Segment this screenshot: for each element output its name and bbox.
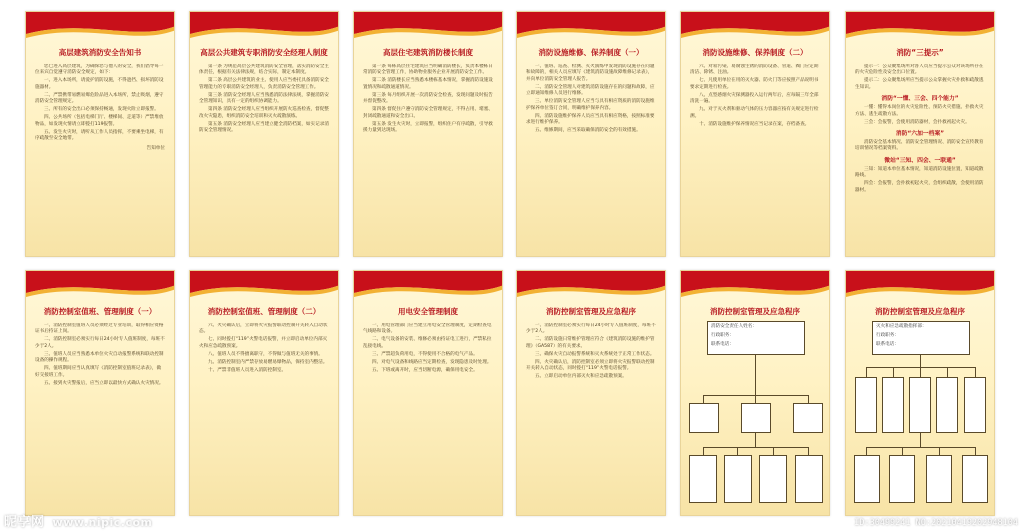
section-heading: 消防“一懂、三会、四个能力” bbox=[881, 96, 959, 103]
flow-connector bbox=[773, 447, 774, 455]
paragraph: 一懂：懂得本岗位的火灾危险性、预防火灾措施、扑救火灾方法、逃生疏散方法。 bbox=[855, 105, 984, 117]
flow-label: 消防安全责任人姓名： bbox=[711, 324, 757, 329]
flow-box bbox=[741, 403, 771, 433]
flow-connector bbox=[703, 447, 809, 448]
flow-box bbox=[909, 377, 931, 433]
panel-12-flowchart bbox=[845, 270, 995, 516]
panel-body bbox=[199, 323, 329, 505]
paragraph: 十、严禁非值班人员进入消防控制室。 bbox=[208, 367, 287, 373]
paragraph: 消防安全基本情况、消防安全管理情况、消防安全宣传教育培训情况等档案资料。 bbox=[855, 140, 984, 152]
paragraph: 三会：会报警，会使用消防器材，会扑救初起火灾。 bbox=[864, 119, 970, 125]
panel-body bbox=[855, 64, 985, 246]
panel-body bbox=[526, 323, 656, 505]
paragraph: 二、严禁携带易燃易爆危险品进入本场所，禁止吸烟，遵守消防安全管理规定。 bbox=[35, 92, 164, 105]
flow-connector bbox=[893, 367, 894, 377]
header-wave bbox=[517, 12, 666, 46]
panel-title: 用电安全管理制度 bbox=[398, 307, 458, 316]
header-wave bbox=[190, 271, 339, 305]
paragraph: 二、消防安全管理人对建筑消防设施存在的问题和故障，应立即通知维修人员进行维修。 bbox=[526, 84, 655, 97]
paragraph: 第一条 每栋高层住宅建筑应当明确消防楼长，负责本楼栋日常消防安全管理工作，协助物业服务企业开展消防安全工作。 bbox=[363, 64, 493, 76]
paragraph: 三、所有的安全出口必须保持畅通，发现火险立即报警。 bbox=[44, 107, 159, 113]
flow-box bbox=[689, 455, 717, 503]
flow-connector bbox=[755, 355, 756, 395]
section-heading: 微站“三知、四会、一联通” bbox=[884, 157, 956, 164]
panel-title: 高层住宅建筑消防楼长制度 bbox=[383, 48, 473, 57]
paragraph: 您已进入高层建筑，为确保您与他人的安全，我们倡导每一位来宾自觉遵守消防安全规定，如下： bbox=[35, 64, 164, 76]
flow-box bbox=[854, 455, 880, 503]
paragraph: 五、接到火灾警报后，应当立即以最快方式确认火灾情况。 bbox=[44, 380, 164, 386]
flow-box bbox=[689, 403, 719, 433]
flow-connector bbox=[947, 367, 948, 377]
header-wave bbox=[517, 271, 666, 305]
panel-1 bbox=[25, 11, 175, 257]
panel-6 bbox=[845, 11, 995, 257]
watermark-brand: 昵享网 bbox=[4, 515, 45, 530]
panel-title: 消防设施维修、保养制度（二） bbox=[702, 48, 808, 57]
flow-box bbox=[793, 403, 823, 433]
paragraph: 九、消防控制室内严禁存放易燃易爆物品，保持室内整洁。 bbox=[208, 359, 328, 365]
panel-body bbox=[363, 64, 493, 246]
watermark-id: ID:30499241 NO:20210419202948104 bbox=[854, 518, 1018, 528]
header-wave bbox=[681, 271, 830, 305]
panel-body bbox=[526, 64, 656, 246]
paragraph: 七、同时拨打“119”火警电话报警，并立即启动单位内部灭火和应急疏散预案。 bbox=[199, 337, 328, 349]
panel-title: 高层公共建筑专职消防安全经理人制度 bbox=[200, 48, 328, 57]
paragraph: 第三条 每月组织开展一次消防安全检查，发现问题及时报告并督促整改。 bbox=[363, 92, 493, 105]
flow-connector bbox=[866, 367, 867, 377]
header-wave bbox=[354, 271, 503, 305]
signature: 告知单位 bbox=[146, 146, 165, 152]
paragraph: 一、消防控制室必须实行每日24小时专人值班制度，每班不少于2人。 bbox=[526, 323, 656, 335]
flow-connector bbox=[866, 367, 976, 368]
paragraph: 七、凡使用单位在用的灭火器、防火门等应按照产品说明书要求定期进行检查。 bbox=[690, 78, 819, 90]
paragraph: 第一条 为规范高层公共建筑消防安全管理，落实消防安全主体责任，根据有关法律法规，结合实际，制定本制度。 bbox=[199, 64, 329, 76]
flow-connector bbox=[975, 447, 976, 455]
watermark-url: www.nipic.com bbox=[52, 516, 153, 529]
paragraph: 第四条 消防安全经理人应当组织开展防火巡查检查，督促整改火灾隐患，组织消防安全培训和灭火疏散演练。 bbox=[199, 107, 329, 119]
flow-connector bbox=[920, 367, 921, 377]
flow-connector bbox=[755, 395, 756, 403]
panel-title: 消防控制室管理及应急程序 bbox=[710, 307, 800, 316]
paragraph: 二、电气设备的安装、维修必须由持证电工进行，严禁私拉乱接电线。 bbox=[363, 337, 492, 349]
paragraph: 四、火灾确认后，消防控制室必须立即将火灾报警联动控制开关转入自动状态，同时拨打“119”火警电话报警。 bbox=[526, 359, 655, 372]
paragraph: 四会：会报警，会扑救初起火灾，会组织疏散，会使用消防器材。 bbox=[855, 181, 984, 193]
paragraph: 十、消防设施维护保养情况应当记录在案，存档备查。 bbox=[699, 121, 810, 127]
paragraph: 八、值班人员不得擅离职守，不得做与值班无关的事情。 bbox=[208, 351, 323, 357]
panel-title: 高层建筑消防安全告知书 bbox=[58, 48, 142, 57]
flow-label: 联系电话： bbox=[711, 342, 734, 347]
flow-connector bbox=[920, 433, 921, 447]
paragraph: 三、严禁超负荷用电，不得使用不合格的电气产品。 bbox=[372, 351, 478, 357]
panel-title: 消防设施维修、保养制度（一） bbox=[538, 48, 644, 57]
flow-box bbox=[962, 455, 988, 503]
flow-box bbox=[724, 455, 752, 503]
header-wave bbox=[846, 12, 995, 46]
flow-connector bbox=[703, 447, 704, 455]
header-wave bbox=[846, 271, 995, 305]
paragraph: 四、值班期间应当认真填写《消防控制室值班记录表》，做好交接班工作。 bbox=[35, 366, 162, 378]
paragraph: 四、公共场所（包括电梯门厅、楼梯间、走道等）严禁堆放物品，如发现火情请立即拨打119报警。 bbox=[35, 115, 164, 127]
paragraph: 三知：知道本单位基本情况，知道消防设施位置，知道疏散路线。 bbox=[855, 166, 984, 179]
paragraph: 五、立即启动单位内部灭火和应急疏散预案。 bbox=[535, 374, 627, 380]
paragraph: 三、值班人员应当熟悉本单位火灾自动报警系统和联动控制设备的操作规程。 bbox=[35, 351, 164, 364]
paragraph: 第四条 督促住户遵守消防安全管理规定，不得占用、堵塞、封闭疏散通道和安全出口。 bbox=[363, 107, 493, 119]
paragraph: 一、进入本场所，请爱护消防设施，不得遮挡、损坏消防设施器材。 bbox=[35, 78, 164, 90]
panel-3 bbox=[353, 11, 503, 257]
panel-11-flowchart bbox=[680, 270, 830, 516]
panel-10 bbox=[516, 270, 666, 516]
panel-title: 消防控制室值班、管理制度（二） bbox=[207, 307, 321, 316]
paragraph: 第二条 消防楼长应当熟悉本楼栋基本情况，掌握消防设施设置情况和疏散通道情况。 bbox=[363, 78, 493, 90]
paragraph: 六、火灾确认后，立即将火灾报警联动控制开关转入自动状态。 bbox=[199, 323, 328, 335]
watermark-logo bbox=[4, 511, 153, 530]
panel-7 bbox=[25, 270, 175, 516]
flow-box bbox=[964, 377, 986, 433]
flow-box bbox=[882, 377, 904, 433]
paragraph: 五、发生火灾时，请听从工作人员指挥，不要乘坐电梯，有序疏散至安全地带。 bbox=[35, 129, 164, 142]
paragraph: 三、单位消防安全管理人应当与具有相应资质的消防设施维护保养单位签订合同，明确维护保养内容。 bbox=[526, 99, 655, 111]
paragraph: 提示二：公众聚集场所应当提示公众掌握火灾扑救和疏散逃生知识。 bbox=[855, 78, 984, 90]
flow-connector bbox=[866, 447, 867, 455]
panel-body bbox=[35, 64, 165, 246]
panel-2 bbox=[189, 11, 339, 257]
panel-9 bbox=[353, 270, 503, 516]
panel-body bbox=[690, 64, 820, 246]
flow-connector bbox=[703, 395, 704, 403]
flow-label: 行政职务： bbox=[876, 333, 899, 338]
paragraph: 一、值班、巡查、检测、灭火演练中发现消防设施存在问题和故障的，相关人员应填写《建筑消防设施故障维修记录表》，并向单位消防安全管理人报告。 bbox=[526, 64, 655, 82]
flow-connector bbox=[755, 433, 756, 447]
panel-body bbox=[35, 323, 165, 505]
flow-box bbox=[936, 377, 958, 433]
flow-connector bbox=[737, 447, 738, 455]
flow-connector bbox=[939, 447, 940, 455]
paragraph: 一、用电管理部门应当建立用电安全管理制度，定期检查电气线路和设备。 bbox=[363, 323, 492, 335]
paragraph: 六、对易污染、易腐蚀生锈的消防设备、管道、阀门应定期清洁、除锈、注油。 bbox=[690, 64, 819, 76]
paragraph: 二、消防控制室必须实行每日24小时专人值班制度，每班不少于2人。 bbox=[35, 337, 165, 349]
paragraph: 第三条 消防安全经理人应当熟悉消防法律法规，掌握消防安全管理知识，具有一定的组织协调能力。 bbox=[199, 92, 329, 105]
flow-box bbox=[926, 455, 952, 503]
flow-label: 灭火和应急疏散指挥部： bbox=[876, 324, 927, 329]
flow-connector bbox=[808, 447, 809, 455]
paragraph: 四、消防设施维护保养人员应当具有相应资格，按照标准要求进行维护保养。 bbox=[526, 113, 655, 126]
paragraph: 第五条 发生火灾时，立即报警，组织住户有序疏散，引导救援力量到达现场。 bbox=[363, 121, 493, 134]
flow-connector bbox=[808, 395, 809, 403]
paragraph: 五、维修期间，应当采取确保消防安全的有效措施。 bbox=[535, 128, 641, 134]
paragraph: 四、对电气设备和线路应当定期检查，发现隐患及时处理。 bbox=[372, 359, 492, 365]
section-heading: 消防“六加一档案” bbox=[895, 131, 945, 138]
header-wave bbox=[26, 12, 175, 46]
paragraph: 二、消防设施日常维护管理应符合《建筑消防设施的维护管理》（GA587）的有关要求。 bbox=[526, 337, 655, 349]
panel-5 bbox=[680, 11, 830, 257]
paragraph: 提示一：公众聚集场所对客人员应当提示公众对该场所存在的火灾危险性及安全出口位置。 bbox=[855, 64, 984, 76]
flow-label: 行政职务： bbox=[711, 333, 734, 338]
panel-title: 消防控制室管理及应急程序 bbox=[875, 307, 965, 316]
paragraph: 一、消防控制室值班人员必须经过专业培训，取得相应资格证书后持证上岗。 bbox=[35, 323, 164, 335]
flow-box bbox=[889, 455, 915, 503]
flow-connector bbox=[902, 447, 903, 455]
flow-connector bbox=[975, 367, 976, 377]
header-wave bbox=[190, 12, 339, 46]
panel-title: 消防控制室管理及应急程序 bbox=[546, 307, 636, 316]
paragraph: 第五条 消防安全经理人应当建立健全消防档案，如实记录消防安全管理情况。 bbox=[199, 121, 329, 134]
flow-box bbox=[855, 377, 877, 433]
paragraph: 八、点型感烟火灾探测器投入运行两年后，应每隔三年全部清洗一遍。 bbox=[690, 92, 819, 105]
flow-connector bbox=[866, 447, 976, 448]
flow-connector bbox=[703, 395, 809, 396]
paragraph: 五、下班或离开时，应当切断电源，确保用电安全。 bbox=[372, 367, 478, 373]
paragraph: 三、确保火灾自动报警系统和灭火系统处于正常工作状态。 bbox=[535, 351, 655, 357]
flow-connector bbox=[920, 355, 921, 367]
flow-box bbox=[795, 455, 823, 503]
flow-label: 联系电话： bbox=[876, 342, 899, 347]
header-wave bbox=[354, 12, 503, 46]
panel-4 bbox=[516, 11, 666, 257]
panel-8 bbox=[189, 270, 339, 516]
paragraph: 第二条 高层公共建筑的业主、使用人应当委托具备消防安全管理能力的专职消防安全经理人，负责消防安全管理工作。 bbox=[199, 78, 329, 90]
panel-title: 消防“三提示” bbox=[896, 48, 944, 57]
flow-box bbox=[759, 455, 787, 503]
panel-body bbox=[363, 323, 493, 505]
panel-title: 消防控制室值班、管理制度（一） bbox=[43, 307, 157, 316]
paragraph: 九、对于灭火剂和驱动气体的压力容器应按有关规定进行检测。 bbox=[690, 107, 819, 119]
header-wave bbox=[681, 12, 830, 46]
panel-body bbox=[199, 64, 329, 246]
header-wave bbox=[26, 271, 175, 305]
